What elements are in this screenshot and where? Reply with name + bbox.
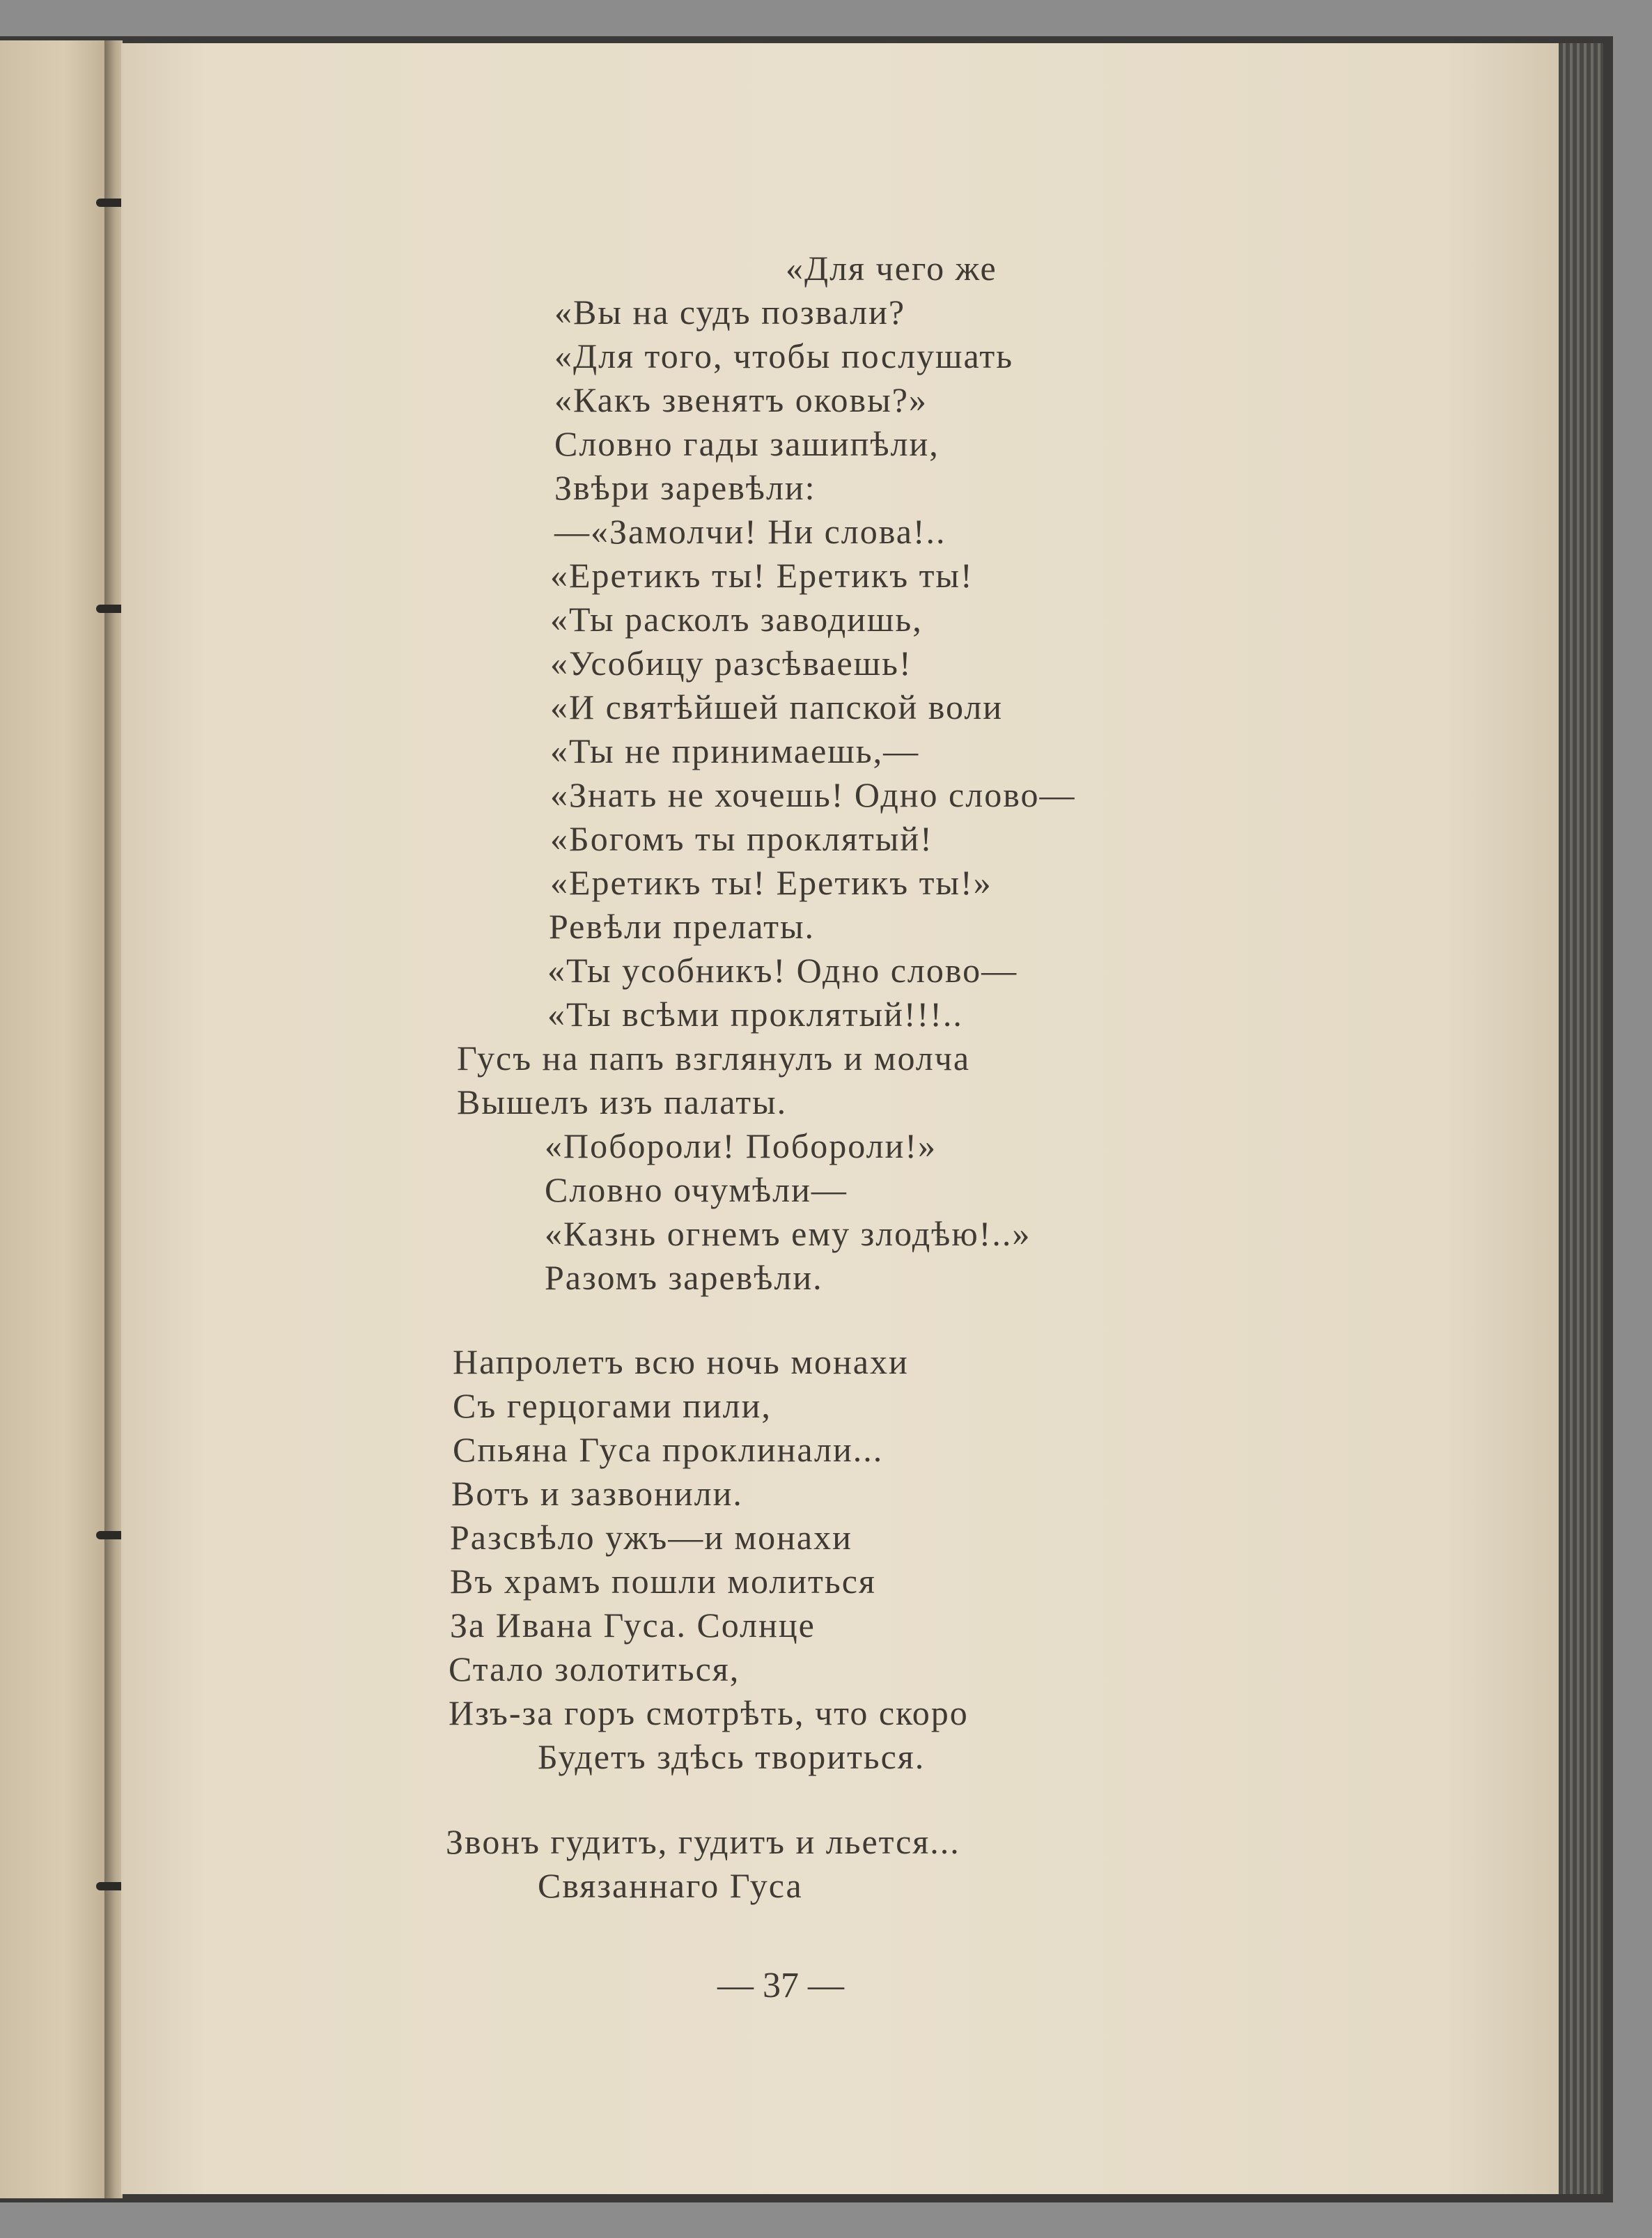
poem-line: Связаннаго Гуса [538,1866,803,1905]
poem-line: Съ герцогами пили, [453,1386,772,1425]
poem-line: «Вы на судъ позвали? [554,293,906,332]
poem-line: «Для чего же [786,249,997,288]
poem-line: «Богомъ ты проклятый! [550,819,933,858]
poem-line: Звонъ гудитъ, гудитъ и льется... [446,1822,960,1861]
poem-line: Разсвѣло ужъ—и монахи [450,1518,852,1557]
poem-line: «Усобицу разсѣваешь! [550,644,912,683]
poem-line: Спьяна Гуса проклинали... [453,1430,884,1469]
poem-line: «Казнь огнемъ ему злодѣю!..» [545,1214,1031,1253]
poem-line: «И святѣйшей папской воли [550,687,1004,726]
poem-line: Изъ-за горъ смотрѣть, что скоро [449,1693,969,1732]
poem-line: Словно очумѣли— [545,1170,848,1209]
poem-line: Будетъ здѣсь твориться. [538,1737,926,1776]
poem-line: Въ храмъ пошли молиться [450,1562,876,1601]
poem-line: «Какъ звенятъ оковы?» [554,380,928,419]
poem-line: Вотъ и зазвонили. [451,1474,743,1513]
poem-line: «Ты расколъ заводишь, [550,600,923,639]
poem-line: Напролетъ всю ночь монахи [453,1342,909,1381]
poem-line: Вышелъ изъ палаты. [457,1082,788,1121]
poem-line: Словно гады зашипѣли, [554,424,940,463]
poem-line: «Еретикъ ты! Еретикъ ты!» [550,863,992,902]
poem-line: «Знать не хочешь! Одно слово— [550,775,1076,814]
poem-line: «Ты всѣми проклятый!!!.. [547,995,963,1034]
poem-line: «Еретикъ ты! Еретикъ ты! [550,556,974,595]
poem-line: «Ты усобникъ! Одно слово— [547,951,1018,990]
poem-line: Гусъ на папъ взглянулъ и молча [457,1039,971,1078]
poem-line: Стало золотиться, [449,1649,740,1688]
poem-line: «Для того, чтобы послушать [554,336,1014,375]
poem-line: «Побороли! Побороли!» [545,1126,937,1165]
page-number: — 37 — [717,1966,844,2005]
poem-line: —«Замолчи! Ни слова!.. [554,512,946,551]
poem-line: «Ты не принимаешь,— [550,731,920,770]
poem-line: Звѣри заревѣли: [554,468,816,507]
poem-line: За Ивана Гуса. Солнце [450,1606,816,1645]
poem-line: Ревѣли прелаты. [549,907,816,946]
poem-line: Разомъ заревѣли. [545,1258,823,1297]
